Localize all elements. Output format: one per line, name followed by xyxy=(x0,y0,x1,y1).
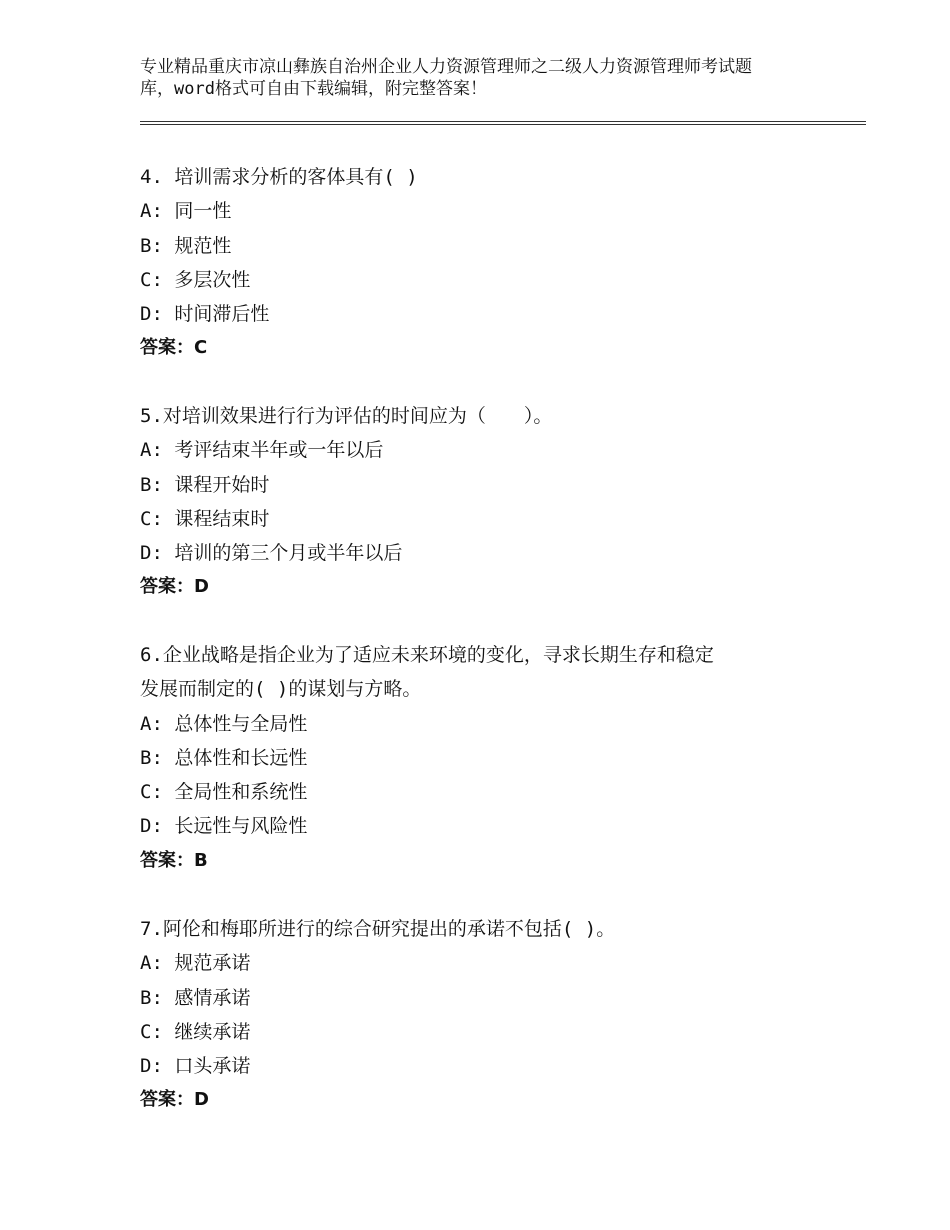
header-title-line-2: 库，word格式可自由下载编辑，附完整答案！ xyxy=(140,79,487,99)
option-d: D: 口头承诺 xyxy=(140,1055,251,1078)
question-7 xyxy=(140,912,840,1118)
document-header xyxy=(140,56,840,100)
question-4 xyxy=(140,160,840,366)
answer-label: 答案：D xyxy=(140,1089,209,1111)
header-divider-top xyxy=(140,121,866,122)
option-b: B: 总体性和长远性 xyxy=(140,746,308,769)
question-6 xyxy=(140,638,840,878)
option-d: D: 长远性与风险性 xyxy=(140,815,308,838)
option-a: A: 同一性 xyxy=(140,200,232,223)
answer-label: 答案：B xyxy=(140,849,208,871)
question-5 xyxy=(140,399,840,605)
header-divider-bottom xyxy=(140,124,866,125)
option-b: B: 感情承诺 xyxy=(140,986,251,1009)
question-stem-continued: 发展而制定的( )的谋划与方略。 xyxy=(140,678,422,701)
question-stem: 6.企业战略是指企业为了适应未来环境的变化，寻求长期生存和稳定 xyxy=(140,644,714,666)
option-a: A: 总体性与全局性 xyxy=(140,712,308,735)
question-stem: 7.阿伦和梅耶所进行的综合研究提出的承诺不包括( )。 xyxy=(140,918,616,940)
option-c: C: 全局性和系统性 xyxy=(140,781,308,804)
header-title-line-1: 专业精品重庆市凉山彝族自治州企业人力资源管理师之二级人力资源管理师考试题 xyxy=(140,57,752,77)
option-b: B: 规范性 xyxy=(140,234,232,257)
option-c: C: 课程结束时 xyxy=(140,507,270,530)
option-b: B: 课程开始时 xyxy=(140,473,270,496)
option-d: D: 培训的第三个月或半年以后 xyxy=(140,542,403,565)
option-c: C: 多层次性 xyxy=(140,268,251,291)
option-a: A: 考评结束半年或一年以后 xyxy=(140,439,384,462)
option-a: A: 规范承诺 xyxy=(140,952,251,975)
answer-label: 答案：D xyxy=(140,576,209,598)
question-stem: 5.对培训效果进行行为评估的时间应为（ ）。 xyxy=(140,405,553,427)
answer-label: 答案：C xyxy=(140,337,208,359)
question-stem: 4. 培训需求分析的客体具有( ) xyxy=(140,166,418,188)
option-d: D: 时间滞后性 xyxy=(140,303,270,326)
option-c: C: 继续承诺 xyxy=(140,1020,251,1043)
